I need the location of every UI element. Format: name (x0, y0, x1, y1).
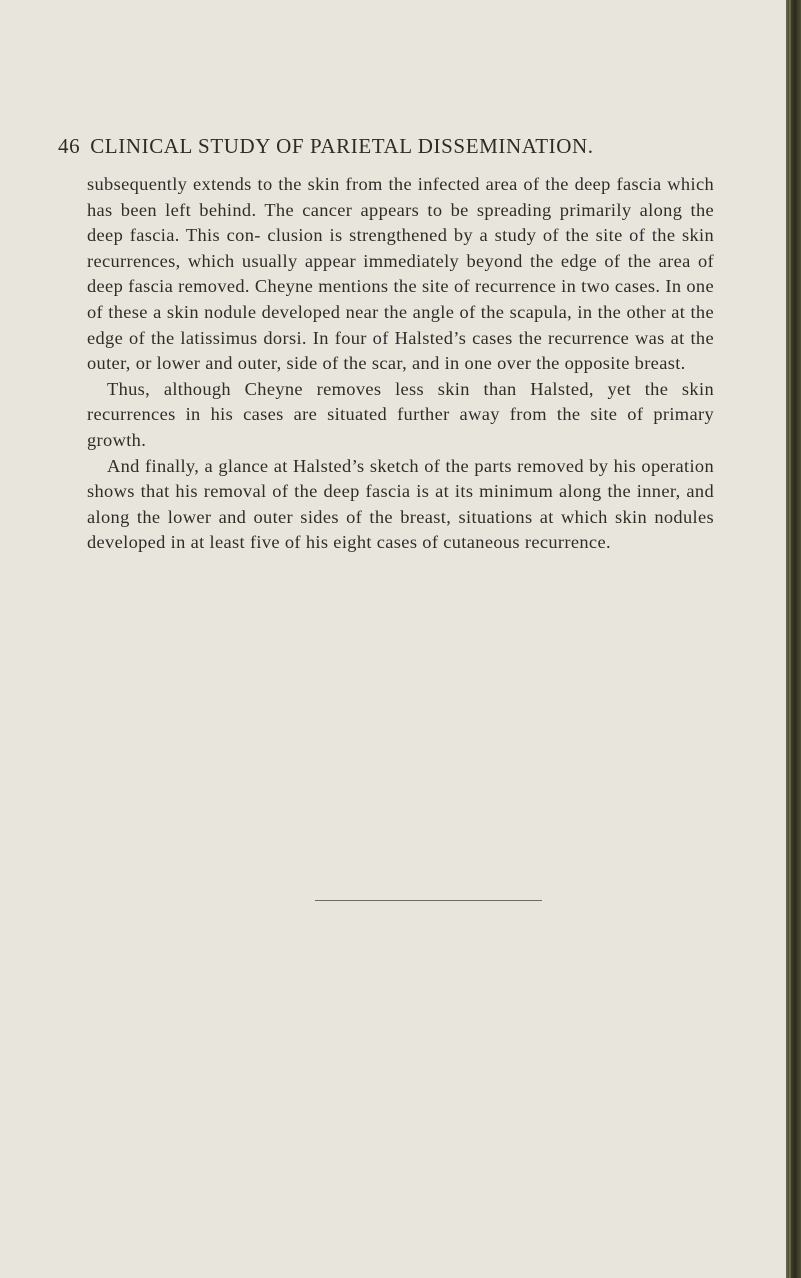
paragraph: Thus, although Cheyne removes less skin than Halsted, yet the skin recurrences in his cases are situated further away from the site of primary growth. (87, 378, 714, 450)
book-edge-highlight (789, 0, 791, 1278)
page-number: 46 (58, 134, 81, 158)
running-head (58, 134, 718, 159)
paragraph: subsequently extends to the skin from the infected area of the deep fascia which has been left behind. The cancer appears to be spreading primarily along the deep fascia. This con- clusion is strengthened by a study of the site of the skin recurrences, which usually appear immediately beyond the edge of the area of deep fascia removed. Cheyne mentions the site of recurrence in two cases. In one of these a skin nodule developed near the angle of the scapula, in the other at the edge of the latissimus dorsi. In four of Halsted’s cases the recurrence was at the outer, or lower and outer, side of the scar, and in one over the opposite breast. (87, 174, 714, 374)
page-header-title: CLINICAL STUDY OF PARIETAL DISSEMINATION. (90, 134, 594, 158)
body-text (87, 172, 714, 556)
section-divider (315, 900, 542, 901)
paragraph: And finally, a glance at Halsted’s sketch of the parts removed by his operation shows that his removal of the deep fascia is at its minimum along the inner, and along the lower and outer sides of the breast, situations at which skin nodules developed in at least five of his eight cases of cutaneous recurrence. (87, 455, 714, 553)
